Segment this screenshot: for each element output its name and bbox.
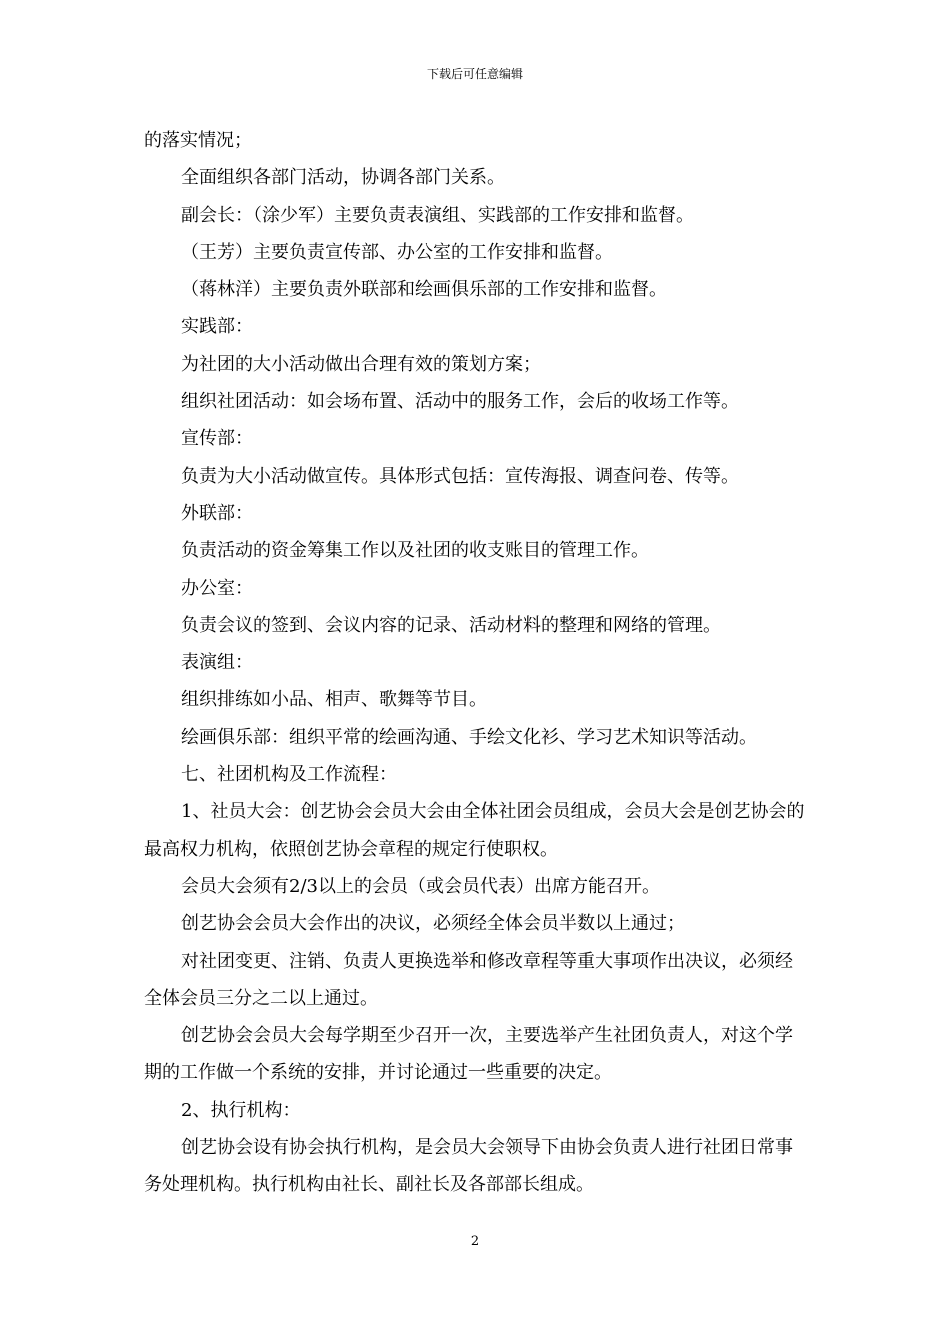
- paragraph: 的落实情况；: [144, 130, 252, 151]
- section-heading: 宣传部：: [181, 428, 253, 450]
- paragraph: 会员大会须有2/3以上的会员（或会员代表）出席方能召开。: [181, 875, 660, 897]
- paragraph: 组织社团活动：如会场布置、活动中的服务工作，会后的收场工作等。: [181, 391, 739, 413]
- paragraph: 负责为大小活动做宣传。具体形式包括：宣传海报、调查问卷、传等。: [181, 465, 739, 487]
- paragraph: 负责会议的签到、会议内容的记录、活动材料的整理和网络的管理。: [181, 614, 721, 636]
- paragraph: 副会长：（涂少军）主要负责表演组、实践部的工作安排和监督。: [181, 204, 694, 226]
- paragraph: 创艺协会会员大会作出的决议，必须经全体会员半数以上通过；: [181, 913, 685, 935]
- page-header: 下载后可任意编辑: [426, 67, 523, 81]
- section-heading: 办公室：: [181, 577, 253, 599]
- paragraph: 创艺协会会员大会每学期至少召开一次，主要选举产生社团负责人，对这个学期的工作做一个系统的安排，并讨论通过一些重要的决定。: [144, 1025, 793, 1084]
- section-heading: 实践部：: [181, 316, 253, 338]
- paragraph: 组织排练如小品、相声、歌舞等节目。: [181, 689, 487, 711]
- section-heading: 2、执行机构：: [181, 1099, 301, 1121]
- paragraph: 1、社员大会：创艺协会会员大会由全体社团会员组成，会员大会是创艺协会的最高权力机构，依照创艺协会章程的规定行使职权。: [144, 801, 805, 860]
- section-heading: 外联部：: [181, 502, 253, 524]
- paragraph: 创艺协会设有协会执行机构，是会员大会领导下由协会负责人进行社团日常事务处理机构。执行机构由社长、副社长及各部部长组成。: [144, 1137, 793, 1196]
- paragraph: 负责活动的资金筹集工作以及社团的收支账目的管理工作。: [181, 540, 649, 562]
- paragraph: （王芳）主要负责宣传部、办公室的工作安排和监督。: [181, 241, 613, 263]
- section-heading: 表演组：: [181, 652, 253, 674]
- paragraph: 对社团变更、注销、负责人更换选举和修改章程等重大事项作出决议，必须经全体会员三分之二以上通过。: [144, 950, 793, 1009]
- section-heading: 七、社团机构及工作流程：: [181, 764, 397, 786]
- paragraph: 为社团的大小活动做出合理有效的策划方案；: [181, 353, 541, 375]
- paragraph: 全面组织各部门活动，协调各部门关系。: [181, 167, 505, 189]
- paragraph: （蒋林洋）主要负责外联部和绘画俱乐部的工作安排和监督。: [181, 279, 667, 301]
- page-number: 2: [470, 1234, 480, 1249]
- paragraph: 绘画俱乐部：组织平常的绘画沟通、手绘文化衫、学习艺术知识等活动。: [181, 726, 757, 748]
- document-body: [144, 122, 808, 1204]
